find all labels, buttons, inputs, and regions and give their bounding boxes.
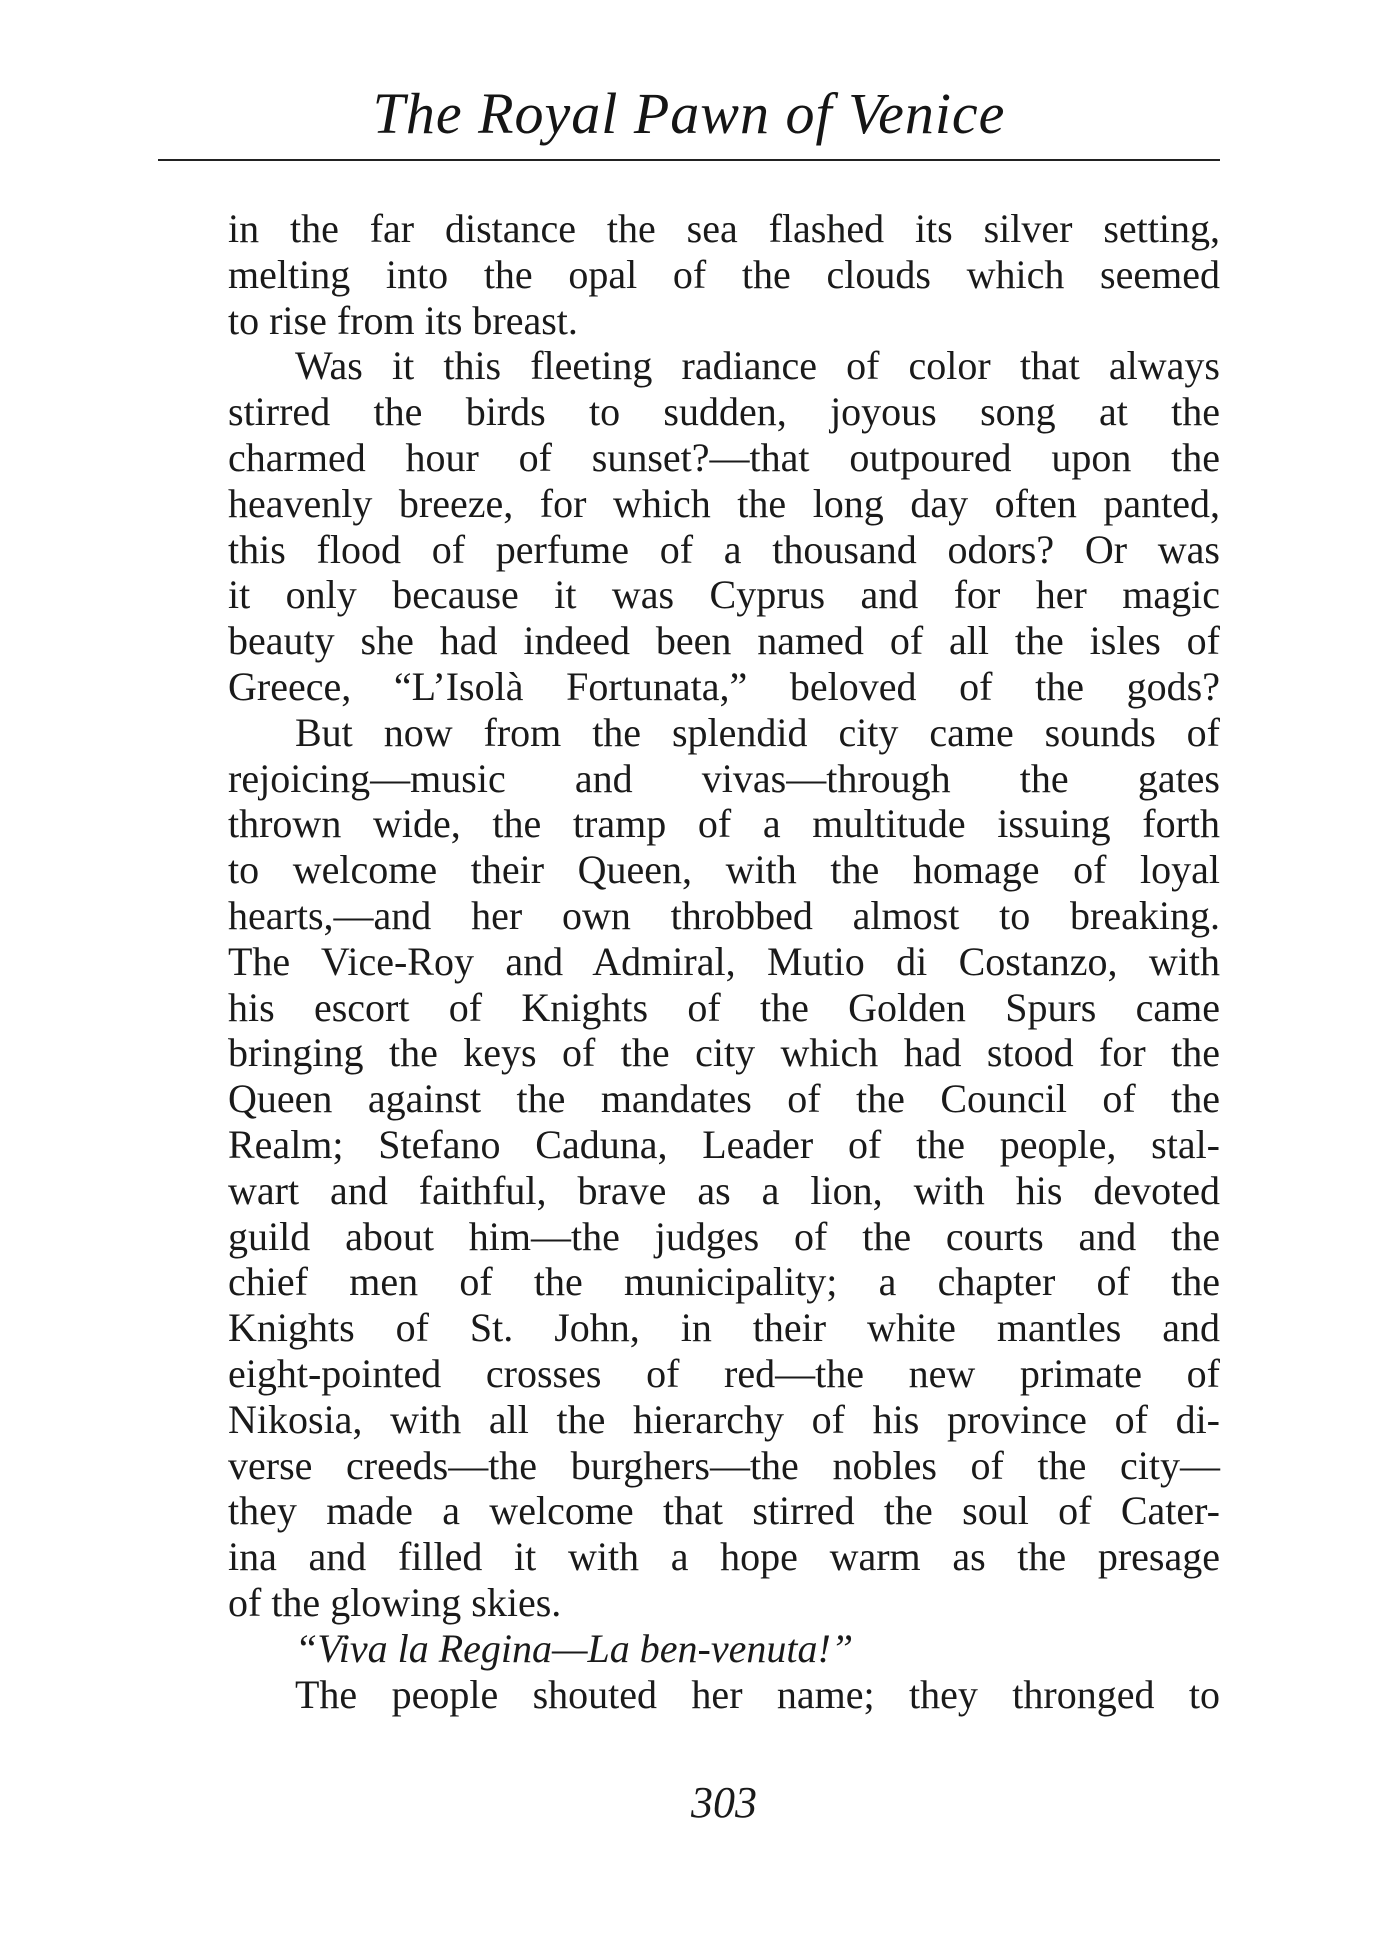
text-line: hearts,—and her own throbbed almost to breaking. [228, 892, 1220, 938]
text-line: verse creeds—the burghers—the nobles of the city— [228, 1442, 1220, 1488]
page-number: 303 [691, 1778, 757, 1827]
text-line: they made a welcome that stirred the soul of Cater- [228, 1488, 1220, 1534]
header-rule [158, 159, 1220, 161]
text-line: this flood of perfume of a thousand odors? Or was [228, 526, 1220, 572]
text-line: to welcome their Queen, with the homage of loyal [228, 847, 1220, 893]
text-line: The Vice-Roy and Admiral, Mutio di Costanzo, with [228, 938, 1220, 984]
text-line: heavenly breeze, for which the long day often panted, [228, 480, 1220, 526]
text-line: his escort of Knights of the Golden Spurs came [228, 984, 1220, 1030]
text-line: beauty she had indeed been named of all the isles of [228, 618, 1220, 664]
text-line: thrown wide, the tramp of a multitude issuing forth [228, 801, 1220, 847]
text-line: stirred the birds to sudden, joyous song at the [228, 389, 1220, 435]
text-line: The people shouted her name; they thronged to [295, 1671, 1220, 1717]
text-line: Knights of St. John, in their white mantles and [228, 1305, 1220, 1351]
text-line: Realm; Stefano Caduna, Leader of the people, stal- [228, 1121, 1220, 1167]
text-line: Was it this fleeting radiance of color that always [295, 343, 1220, 389]
text-line: But now from the splendid city came sounds of [295, 709, 1220, 755]
text-line: of the glowing skies. [228, 1579, 562, 1625]
text-line: Nikosia, with all the hierarchy of his province of di- [228, 1396, 1220, 1442]
text-line: Greece, “L’Isolà Fortunata,” beloved of the gods? [228, 663, 1220, 709]
text-line: eight-pointed crosses of red—the new primate of [228, 1350, 1220, 1396]
running-head: The Royal Pawn of Venice [372, 81, 1006, 146]
text-line: charmed hour of sunset?—that outpoured upon the [228, 434, 1220, 480]
text-line: chief men of the municipality; a chapter of the [228, 1259, 1220, 1305]
text-line: it only because it was Cyprus and for her magic [228, 572, 1220, 618]
text-line: ina and filled it with a hope warm as the presage [228, 1534, 1220, 1580]
text-line: rejoicing—music and vivas—through the gates [228, 755, 1220, 801]
text-line: Queen against the mandates of the Council of the [228, 1076, 1220, 1122]
text-line: guild about him—the judges of the courts and the [228, 1213, 1220, 1259]
text-line: melting into the opal of the clouds which seemed [228, 251, 1220, 297]
body-text [228, 206, 1220, 1717]
text-line: “Viva la Regina—La ben-venuta!” [295, 1625, 854, 1671]
text-line: in the far distance the sea flashed its silver setting, [228, 206, 1220, 251]
text-line: wart and faithful, brave as a lion, with his devoted [228, 1167, 1220, 1213]
text-line: bringing the keys of the city which had stood for the [228, 1030, 1220, 1076]
text-line: to rise from its breast. [228, 297, 578, 343]
